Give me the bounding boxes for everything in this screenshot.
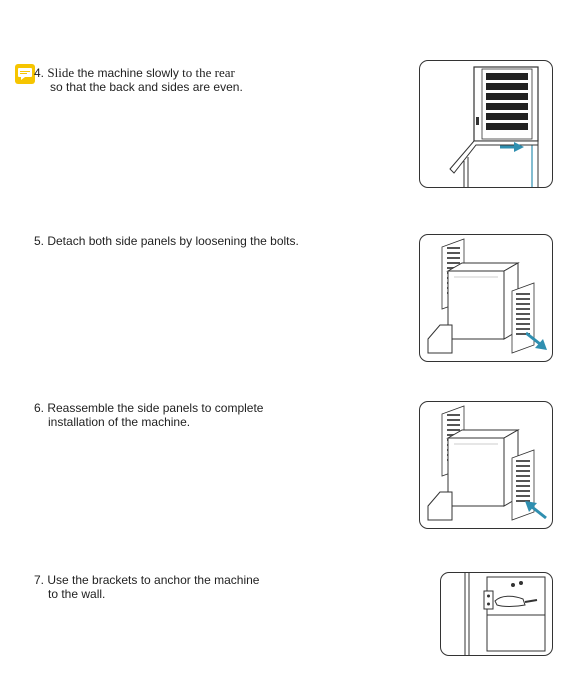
arrow-down-right-icon <box>526 331 548 351</box>
step-6-illustration <box>419 401 553 529</box>
step-6-text <box>34 401 263 429</box>
step-4-number: 4. <box>34 66 45 80</box>
step-7-text <box>34 573 259 601</box>
step-5-illustration <box>419 234 553 362</box>
step-6-line2: installation of the machine. <box>48 415 191 429</box>
step-6-line1: 6. Reassemble the side panels to complete <box>34 401 264 415</box>
step-4-text <box>34 66 243 94</box>
step-4-line2: so that the back and sides are even. <box>50 80 243 94</box>
step-5-text <box>34 234 299 248</box>
step-7-line2: to the wall. <box>48 587 106 601</box>
step-4-word-rear: to the rear <box>182 65 235 80</box>
step-4-word-slide: Slide <box>47 65 75 80</box>
step-5-line1: 5. Detach both side panels by loosening the bolts. <box>34 234 299 248</box>
step-4-word-machine: the machine slowly <box>77 66 179 80</box>
arrow-up-left-icon <box>524 500 548 520</box>
step-7-line1: 7. Use the brackets to anchor the machine <box>34 573 260 587</box>
comment-note-icon[interactable] <box>15 64 35 84</box>
step-7-illustration <box>440 572 553 656</box>
arrow-right-icon <box>500 141 524 153</box>
step-4-illustration <box>419 60 553 188</box>
